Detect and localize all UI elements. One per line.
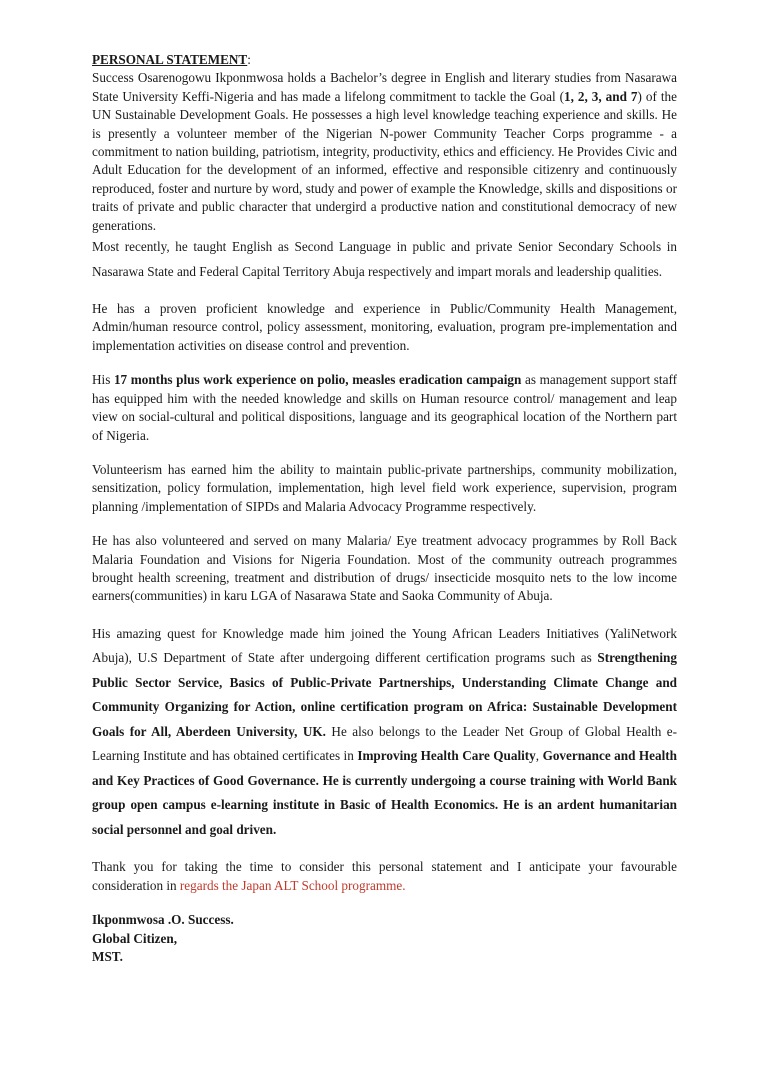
paragraph-polio	[92, 371, 677, 445]
paragraph-teaching: Most recently, he taught English as Second Language in public and private Senior Secondary Schools in Nasarawa State and Federal Capital Territory Abuja respectively and impart morals and leadership qualities.	[92, 239, 677, 279]
intro-text: Success Osarenogowu Ikponmwosa holds a Bachelor’s degree in English and literary studies from Nasarawa State University Keffi-Nigeria and has made a lifelong commitment to tackle the Goal (	[92, 70, 677, 104]
page-title: PERSONAL STATEMENT	[92, 52, 248, 67]
cert-bold-2: Improving Health Care Quality	[357, 748, 536, 764]
cert-text-3: ,	[535, 748, 543, 764]
cert-bold-3: Governance and Health and Key Practices of Good Governance.	[92, 748, 677, 788]
paragraph-closing	[92, 858, 677, 895]
cert-bold-1: Strengthening Public Sector Service, Basics of Public-Private Partnerships, Understanding Climate Change and Community Organizing for Action, online certification program on Africa: Sustainable Development Goals for All, Aberdeen University, UK.	[92, 650, 677, 739]
polio-text-rest: as management support staff has equipped him with the needed knowledge and skills on Human resource control/ management and leap view on social-cultural and political dispositions, language and its geographical location of the Northern part of Nigeria.	[92, 372, 677, 443]
signature-block	[92, 911, 677, 967]
closing-red-text: regards the Japan ALT School programme.	[179, 877, 406, 893]
cert-bold-4: He is currently undergoing a course training with World Bank group open campus e-learning institute in Basic of Health Economics. He is an ardent humanitarian social personnel and goal driven.	[92, 772, 677, 837]
paragraph-health-management: He has a proven proficient knowledge and experience in Public/Community Health Management, Admin/human resource control, policy assessment, monitoring, evaluation, program pre-implementation and implementation activities on disease control and prevention.	[92, 301, 677, 353]
signature-title: Global Citizen,	[92, 930, 177, 946]
paragraph-certifications	[92, 622, 677, 843]
paragraph-malaria: He has also volunteered and served on many Malaria/ Eye treatment advocacy programmes by Roll Back Malaria Foundation and Visions for Nigeria Foundation. Most of the community outreach programmes brought health screening, treatment and distribution of drugs/ insecticide mosquito nets to the low income earners(communities) in karu LGA of Nasarawa State and Saoka Community of Abuja.	[92, 533, 677, 604]
paragraph-intro	[92, 69, 677, 235]
cert-text: His amazing quest for Knowledge made him joined the Young African Leaders Initiatives (YaliNetwork Abuja), U.S Department of State after undergoing different certification programs such as	[92, 625, 677, 666]
document-page	[92, 51, 677, 967]
intro-goals: 1, 2, 3, and 7	[564, 88, 638, 104]
heading	[92, 51, 677, 69]
cert-text-2: He also belongs to the Leader Net Group of Global Health e-Learning Institute and has obtained certificates in	[92, 723, 678, 764]
signature-name: Ikponmwosa .O. Success.	[92, 912, 234, 928]
polio-bold: 17 months plus work experience on polio, measles eradication campaign	[113, 372, 522, 388]
title-colon: :	[247, 52, 251, 67]
polio-text: His	[92, 372, 114, 388]
signature-credential: MST.	[92, 949, 123, 965]
closing-text: Thank you for taking the time to consider this personal statement and I anticipate your favourable consideration in	[92, 859, 677, 893]
intro-text-rest: ) of the UN Sustainable Development Goals. He possesses a high level knowledge teaching experience and skills. He is presently a volunteer member of the Nigerian N-power Community Teacher Corps programme - a commitment to nation building, patriotism, integrity, productivity, ethics and efficiency. He Provides Civic and Adult Education for the development of an informed, effective and responsible citizenry and continuously reproduced, foster and nurture by word, study and power of example the Knowledge, skills and dispositions or traits of private and public character that undergird a productive nation and constitutional democracy of new generations.	[92, 88, 677, 233]
paragraph-volunteerism: Volunteerism has earned him the ability to maintain public-private partnerships, community mobilization, sensitization, policy formulation, implementation, high level field work experience, supervision, program planning /implementation of SIPDs and Malaria Advocacy Programme respectively.	[92, 461, 677, 514]
